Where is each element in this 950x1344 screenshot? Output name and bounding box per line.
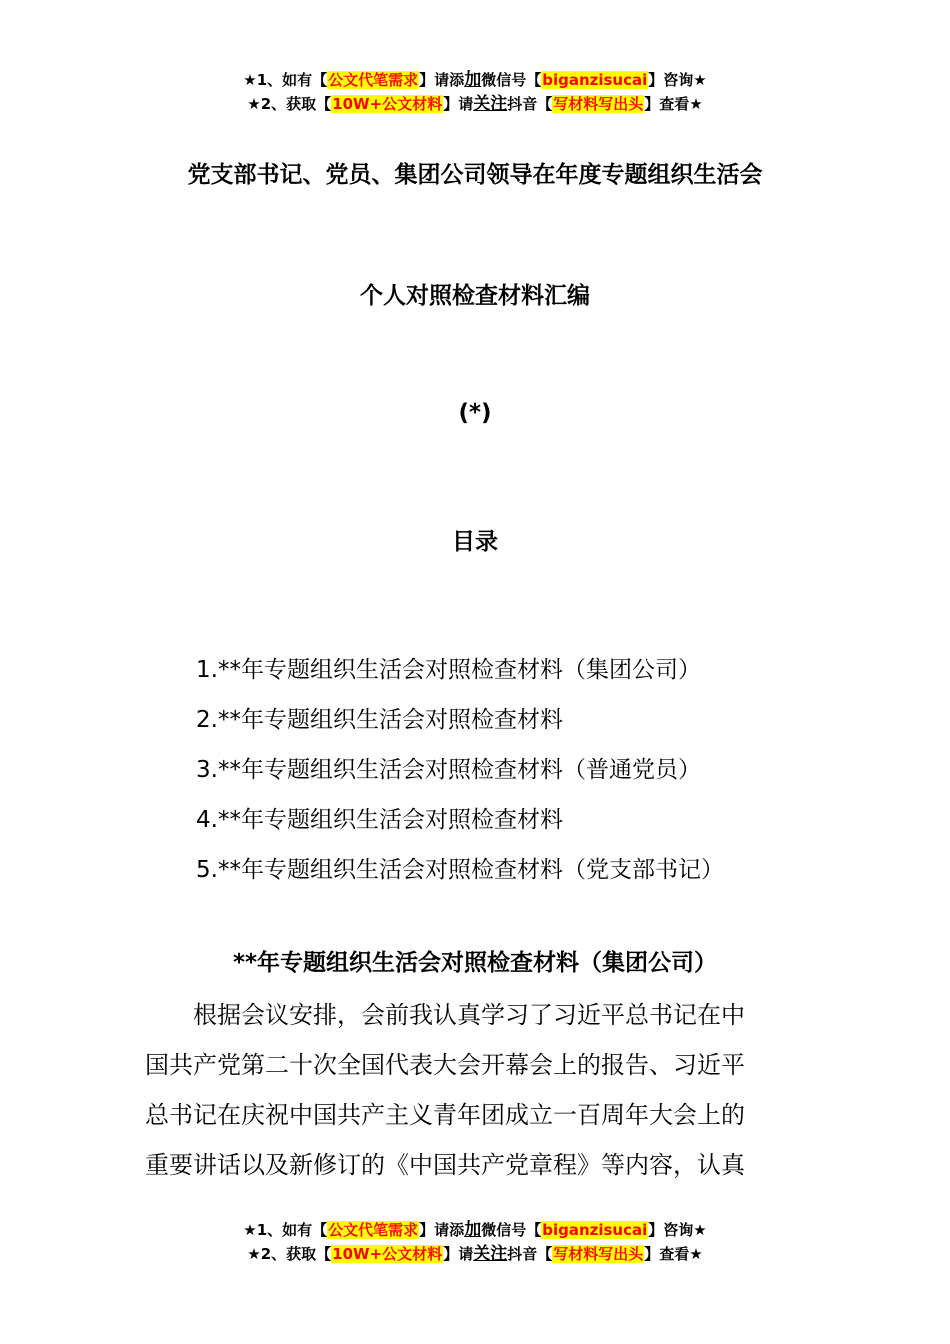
- toc-item: 3.**年专题组织生活会对照检查材料（普通党员）: [196, 757, 701, 783]
- banner-highlight: 10W+公文材料: [332, 95, 443, 113]
- footer-banner: [0, 1218, 950, 1266]
- body-line: 国共产党第二十次全国代表大会开幕会上的报告、习近平: [145, 1051, 745, 1079]
- toc-item: 5.**年专题组织生活会对照检查材料（党支部书记）: [196, 857, 724, 883]
- document-title-line-2: 个人对照检查材料汇编: [360, 283, 590, 309]
- banner-line-2: ★2、获取【10W+公文材料】请关注抖音【写材料写出头】查看★: [247, 1244, 703, 1264]
- banner-highlight: 公文代笔需求: [328, 71, 419, 89]
- document-title-line-3: (*): [458, 400, 492, 426]
- banner-wechat-id: biganzisucai: [542, 71, 648, 89]
- header-banner: [0, 68, 950, 116]
- body-line: 根据会议安排，会前我认真学习了习近平总书记在中: [193, 1001, 745, 1029]
- banner-highlight: 10W+公文材料: [332, 1245, 443, 1263]
- banner-line-2: ★2、获取【10W+公文材料】请关注抖音【写材料写出头】查看★: [247, 94, 703, 114]
- banner-wechat-id: biganzisucai: [542, 1221, 648, 1239]
- document-title-line-1: 党支部书记、党员、集团公司领导在年度专题组织生活会: [187, 162, 763, 188]
- banner-douyin-id: 写材料写出头: [553, 1245, 644, 1263]
- section-body: [145, 990, 807, 1190]
- body-line: 重要讲话以及新修订的《中国共产党章程》等内容，认真: [145, 1151, 745, 1179]
- toc-item: 2.**年专题组织生活会对照检查材料: [196, 707, 563, 733]
- banner-douyin-id: 写材料写出头: [553, 95, 644, 113]
- banner-highlight: 公文代笔需求: [328, 1221, 419, 1239]
- section-heading: **年专题组织生活会对照检查材料（集团公司）: [232, 950, 718, 976]
- table-of-contents: [196, 645, 724, 895]
- toc-heading: 目录: [452, 529, 498, 555]
- body-line: 总书记在庆祝中国共产主义青年团成立一百周年大会上的: [145, 1101, 745, 1129]
- toc-item: 4.**年专题组织生活会对照检查材料: [196, 807, 563, 833]
- banner-line-1: ★1、如有【公文代笔需求】请添加微信号【biganzisucai】咨询★: [243, 1220, 707, 1240]
- toc-item: 1.**年专题组织生活会对照检查材料（集团公司）: [196, 657, 701, 683]
- banner-line-1: ★1、如有【公文代笔需求】请添加微信号【biganzisucai】咨询★: [243, 70, 707, 90]
